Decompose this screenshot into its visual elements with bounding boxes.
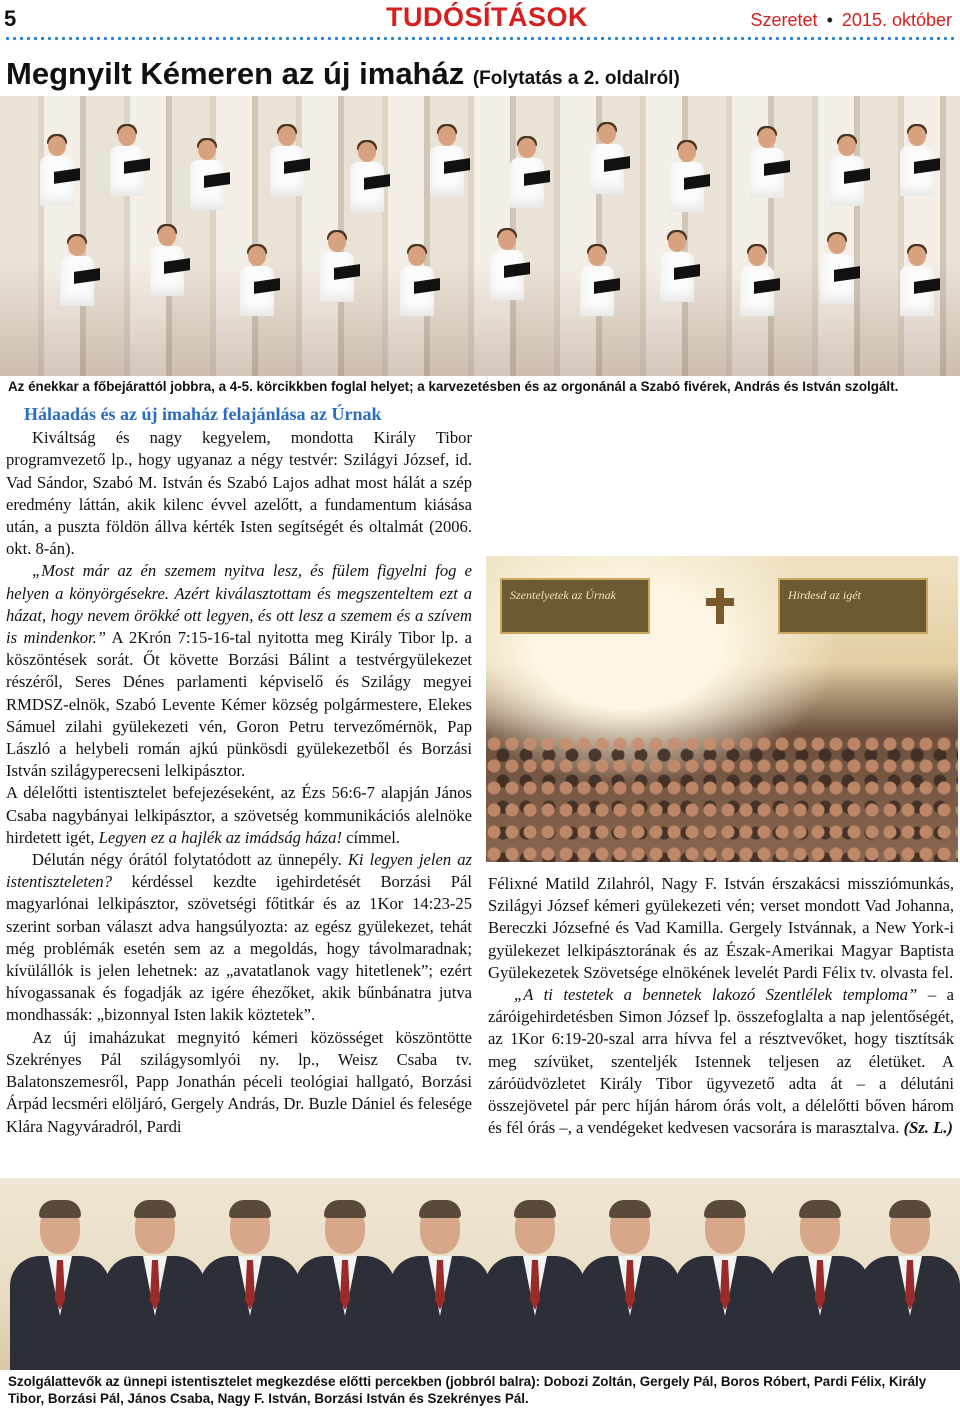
- choir-member: [270, 126, 304, 196]
- cross-icon: [700, 586, 740, 626]
- choir-member: [60, 236, 94, 306]
- author-signature: (Sz. L.): [903, 1118, 953, 1138]
- article-paragraph: A délelőtti istentisztelet befejezéseként, az Ézs 56:6-7 alapján János Csaba nagybányai lelkipásztor, a szövetség kommunikációs alelnöke hirdetett igét, Legyen ez a hajlék az imádság háza! címmel.: [6, 783, 472, 847]
- issue-info: [751, 10, 952, 31]
- choir-member: [40, 136, 74, 206]
- bible-quote: „Most már az én szemem nyitva lesz, és fülem figyelni fog e helyen a könyörgésekre. Azért kiválasztottam és megszenteltem ezt a házat, hogy nevem örökké ott legyen, és ott lesz a szemem és a szívem is mindenkor.”: [6, 561, 472, 648]
- choir-member: [750, 128, 784, 198]
- sermon-title: „A ti testetek a bennetek lakozó Szentlélek temploma”: [514, 985, 918, 1005]
- guest-person: [10, 1184, 110, 1370]
- article-column-left: [6, 403, 472, 1138]
- guests-photo: [0, 1178, 960, 1370]
- choir-member: [510, 138, 544, 208]
- section-title: TUDÓSÍTÁSOK: [386, 2, 589, 32]
- choir-member: [830, 136, 864, 206]
- article-subheading: Hálaadás és az új imaház felajánlása az Úrnak: [24, 404, 382, 424]
- article-paragraph: Délután négy órától folytatódott az ünnepély. Ki legyen jelen az istentiszteleten? kérdéssel kezdte igehirdetését Borzási Pál magyarlónai lelkipásztor, szövetségi főtitkár és az 1Kor 14:23-25 szerint sorban választ adva hangsúlyozta: az egész gyülekezet, tehát még problémák esetén sem az a megoldás, hogy távolmaradnak; kívülállók is jelen lehetnek: az „avatatlanok vagy hitetlenek”; ezért hívogassanak és fogadják az igére éhezőket, akik bűnbánatra jutva mondhassák: „bizonnyal Isten lakik köztetek”.: [6, 850, 472, 1025]
- article-column-right: [488, 873, 954, 1139]
- article-paragraph: „Most már az én szemem nyitva lesz, és fülem figyelni fog e helyen a könyörgésekre. Azért kiválasztottam és megszenteltem ezt a házat, hogy nevem örökké ott legyen, és ott lesz a szemem és a szívem is mindenkor.” A 2Krón 7:15-16-tal nyitotta meg Király Tibor lp. a köszöntések sorát. Őt követte Borzási Bálint a testvérgyülekezet részéről, Seres Dénes parlamenti képviselő és Szilágy megyei RMDSZ-elnök, Szabó Levente Kémer község polgármestere, Elekes Sámuel zilahi gyülekezeti vén, Goron Petru tervezőmérnök, Pap László a helybeli román ajkú pünkösdi gyülekezetből és Borzási István szilágyperecseni lelkipásztor.: [6, 561, 472, 781]
- sermon-title: Legyen ez a hajlék az imádság háza!: [98, 827, 342, 847]
- choir-member: [820, 234, 854, 304]
- guest-person: [675, 1184, 775, 1370]
- choir-member: [150, 226, 184, 296]
- page-number: 5: [4, 6, 17, 31]
- choir-member: [430, 126, 464, 196]
- guest-person: [390, 1184, 490, 1370]
- choir-member: [590, 124, 624, 194]
- choir-member: [400, 246, 434, 316]
- magazine-name: Szeretet: [750, 10, 818, 30]
- page-header: [0, 0, 960, 34]
- headline-continuation: (Folytatás a 2. oldalról): [472, 68, 680, 89]
- choir-member: [350, 142, 384, 212]
- congregation-crowd: [486, 736, 958, 862]
- choir-member: [490, 230, 524, 300]
- choir-member: [670, 142, 704, 212]
- article-paragraph: Az új imaházukat megnyitó kémeri közösséget köszöntötte Szekrényes Pál szilágysomlyói ny. lp., Weisz Csaba tv. Balatonszemesről, Papp Jonathán péceli teológiai hallgató, Borzási Árpád lecsméri elöljáró, Gergely András, Dr. Buzle Dániel és felesége Klára Nagyváradról, Pardi: [6, 1027, 472, 1136]
- choir-member: [900, 246, 934, 316]
- choir-member: [320, 232, 354, 302]
- issue-date: 2015. október: [841, 10, 952, 30]
- choir-member: [900, 126, 934, 196]
- guest-person: [860, 1184, 960, 1370]
- guest-person: [580, 1184, 680, 1370]
- choir-member: [740, 246, 774, 316]
- article-paragraph: Félixné Matild Zilahról, Nagy F. István érszakácsi missziómunkás, Szilágyi József kémeri gyülekezeti vén; verset mondott Vad Johanna, Bereczki Józsefné és Vad Kamilla. Gergely Istvánnak, a New York-i gyülekezet lelkipásztorának és az Észak-Amerikai Magyar Baptista Gyülekezetek Szövetsége elnökének levelét Pardi Félix tv. olvasta fel.: [488, 874, 954, 982]
- article-paragraph: Kiváltság és nagy kegyelem, mondotta Király Tibor programvezető lp., hogy ugyanaz a négy testvér: Szilágyi József, id. Vad Sándor, Szabó M. István és Szabó Lajos adhat most hálát a szép eredmény láttán, akik kilenc évvel azelőtt, a fundamentum kiásása után, a puszta földön állva kérték Isten segítségét és oltalmát (2006. okt. 8-án).: [6, 428, 472, 559]
- hall-banner-right: Hirdesd az igét: [778, 578, 928, 634]
- bullet-separator: •: [826, 10, 833, 30]
- hall-photo: [486, 556, 958, 862]
- choir-member: [580, 246, 614, 316]
- guest-person: [295, 1184, 395, 1370]
- guest-person: [770, 1184, 870, 1370]
- guest-person: [485, 1184, 585, 1370]
- headline-title: Megnyilt Kémeren az új imaház: [6, 56, 465, 91]
- choir-member: [110, 126, 144, 196]
- article-paragraph: „A ti testetek a bennetek lakozó Szentlélek temploma” – a záróigehirdetésben Simon József lp. összefoglalta a nap jelentőségét, az 1Kor 6:19-20-szal arra hívva fel a résztvevőket, hogy tisztítsák meg szívüket, szenteljék Istennek teljesen az életüket. A záróüdvözletet Király Tibor ügyvezető adta át – a délutáni összejövetel pár perc híján három órás volt, a délelőtti bőven három és fél órás –, a vendégeket kedvesen vacsorára is marasztalva. (Sz. L.): [488, 985, 955, 1138]
- guest-person: [105, 1184, 205, 1370]
- guest-person: [200, 1184, 300, 1370]
- choir-member: [240, 246, 274, 316]
- choir-photo: [0, 96, 960, 376]
- choir-member: [190, 140, 224, 210]
- sermon-title: Ki legyen jelen az istentiszteleten?: [6, 850, 472, 892]
- choir-photo-caption: Az énekkar a főbejárattól jobbra, a 4-5. körcikkben foglal helyet; a karvezetésben és az orgonánál a Szabó fivérek, András és István szolgált.: [8, 379, 899, 394]
- guests-photo-caption: Szolgálattevők az ünnepi istentisztelet megkezdése előtti percekben (jobbról balra): Dobozi Zoltán, Gergely Pál, Boros Róbert, Pardi Félix, Király Tibor, Borzási Pál, János Csaba, Nagy F. István, Borzási István és Szekrényes Pál.: [8, 1374, 927, 1406]
- choir-member: [660, 232, 694, 302]
- article-headline: [6, 56, 680, 92]
- hall-banner-left: Szentelyetek az Úrnak: [500, 578, 650, 634]
- dotted-divider: [4, 36, 956, 41]
